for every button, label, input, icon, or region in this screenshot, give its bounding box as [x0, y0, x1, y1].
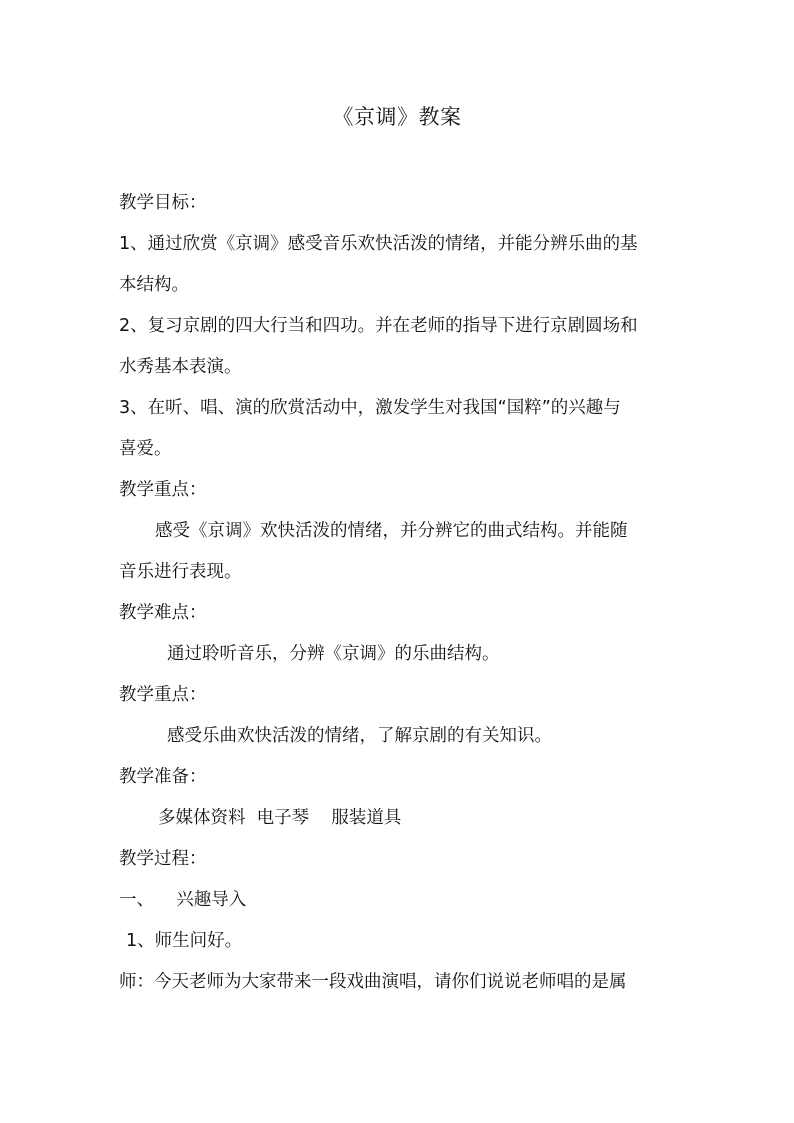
key-point-line-1: 感受《京调》欢快活泼的情绪，并分辨它的曲式结构。并能随 — [155, 521, 628, 541]
objective-3-line-1: 3、在听、唱、演的欣赏活动中，激发学生对我国“国粹”的兴趣与 — [119, 398, 621, 418]
section-one-heading: 一、 兴趣导入 — [119, 890, 247, 910]
key-point-line-2: 音乐进行表现。 — [119, 562, 242, 582]
preparation-line: 多媒体资料 电子琴 服装道具 — [158, 808, 402, 828]
objective-1-line-2: 本结构。 — [119, 275, 189, 295]
objective-2-line-2: 水秀基本表演。 — [119, 357, 242, 377]
step-1-line: 1、师生问好。 — [126, 931, 243, 951]
heading-objectives: 教学目标： — [119, 193, 207, 213]
document-title: 《京调》教案 — [332, 105, 462, 129]
key-point-2-line: 感受乐曲欢快活泼的情绪，了解京剧的有关知识。 — [167, 726, 552, 746]
difficulty-line: 通过聆听音乐，分辨《京调》的乐曲结构。 — [167, 644, 500, 664]
heading-process: 教学过程： — [119, 849, 207, 869]
objective-1-line-1: 1、通过欣赏《京调》感受音乐欢快活泼的情绪，并能分辨乐曲的基 — [119, 234, 638, 254]
heading-key-points-2: 教学重点： — [119, 685, 207, 705]
heading-preparation: 教学准备： — [119, 767, 207, 787]
teacher-speech-line: 师：今天老师为大家带来一段戏曲演唱，请你们说说老师唱的是属 — [119, 972, 627, 992]
objective-3-line-2: 喜爱。 — [119, 439, 172, 459]
heading-difficulties: 教学难点： — [119, 603, 207, 623]
objective-2-line-1: 2、复习京剧的四大行当和四功。并在老师的指导下进行京剧圆场和 — [119, 316, 638, 336]
heading-key-points: 教学重点： — [119, 480, 207, 500]
